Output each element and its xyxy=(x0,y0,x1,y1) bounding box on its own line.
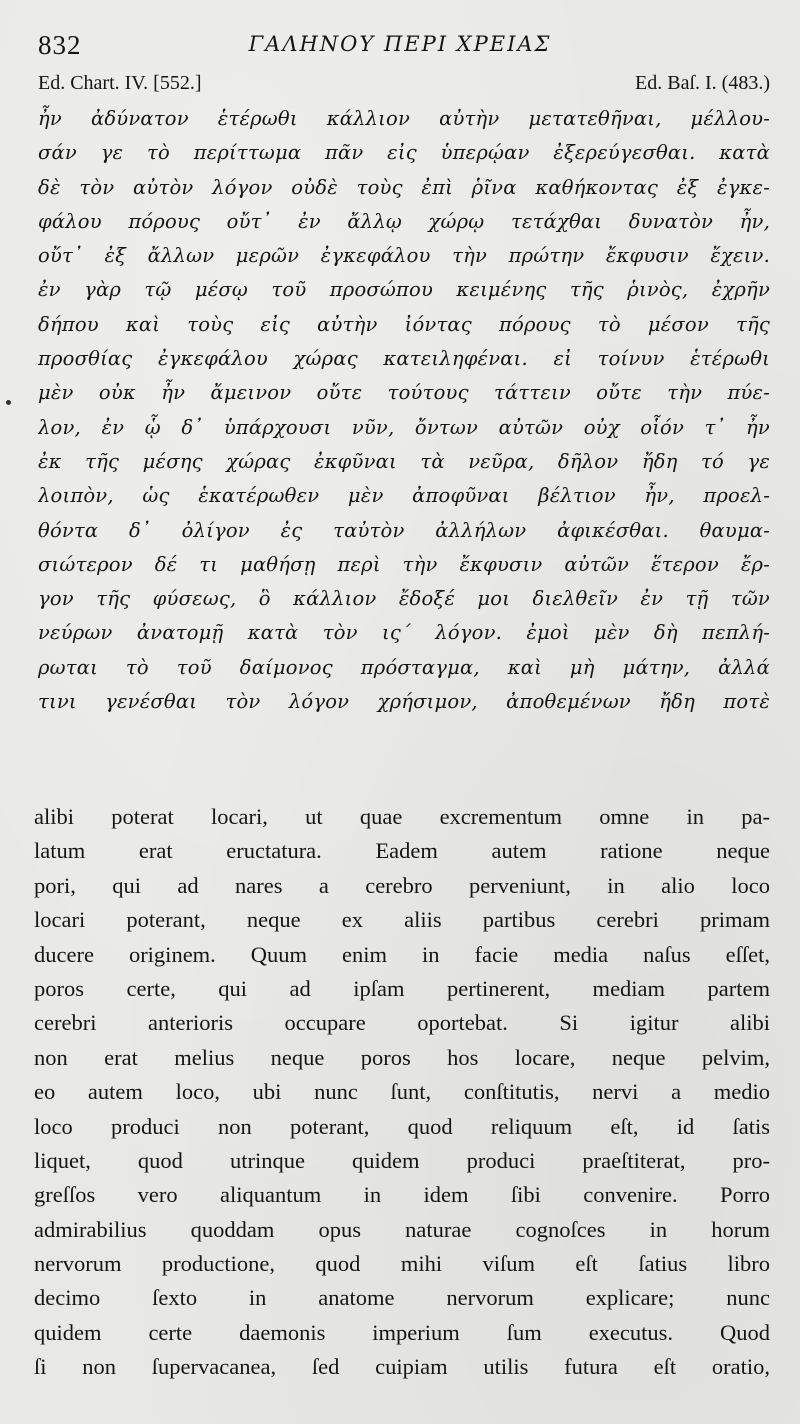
greek-line: ἐκ τῆς μέσης χώρας ἐκφῦναι τὰ νεῦρα, δῆλον ἤδη τό γε xyxy=(38,449,770,473)
latin-line: decimo ſexto in anatome nervorum explicare; nunc xyxy=(34,1285,770,1311)
greek-line: νεύρων ἀνατομῇ κατὰ τὸν ις´ λόγον. ἐμοὶ μὲν δὴ πεπλή- xyxy=(38,621,770,645)
latin-line: loco produci non poterant, quod reliquum eſt, id ſatis xyxy=(34,1113,770,1139)
greek-line: δήπου καὶ τοὺς εἰς αὐτὴν ἰόντας πόρους τὸ μέσον τῆς xyxy=(38,312,770,336)
greek-line: οὔτ᾿ ἐξ ἄλλων μερῶν ἐγκεφάλου τὴν πρώτην ἔκφυσιν ἔχειν. xyxy=(38,244,770,268)
latin-line: quidem certe daemonis imperium ſum executus. Quod xyxy=(34,1319,770,1345)
latin-line: non erat melius neque poros hos locare, neque pelvim, xyxy=(34,1044,770,1070)
greek-line: ρωται τὸ τοῦ δαίμονος πρόσταγμα, καὶ μὴ μάτην, ἀλλά xyxy=(38,655,770,679)
latin-line: eo autem loco, ubi nunc ſunt, conſtitutis, nervi a medio xyxy=(34,1079,770,1105)
latin-line: cerebri anterioris occupare oportebat. Si igitur alibi xyxy=(34,1010,770,1036)
greek-line: ἐν γὰρ τῷ μέσῳ τοῦ προσώπου κειμένης τῆς ῥινὸς, ἐχρῆν xyxy=(38,278,770,302)
edition-reference-left: Ed. Chart. IV. [552.] xyxy=(38,72,202,94)
latin-line: ſi non ſupervacanea, ſed cuipiam utilis futura eſt oratio, xyxy=(34,1354,770,1380)
greek-line: φάλου πόρους οὔτ᾿ ἐν ἄλλῳ χώρῳ τετάχθαι δυνατὸν ἦν, xyxy=(38,209,770,233)
greek-line: λον, ἐν ᾧ δ᾿ ὑπάρχουσι νῦν, ὄντων αὐτῶν οὐχ οἷόν τ᾿ ἦν xyxy=(38,415,770,439)
latin-line: greſſos vero aliquantum in idem ſibi convenire. Porro xyxy=(34,1182,770,1208)
greek-line: δὲ τὸν αὐτὸν λόγον οὐδὲ τοὺς ἐπὶ ῥῖνα καθήκοντας ἐξ ἐγκε- xyxy=(38,175,770,199)
page-header xyxy=(36,28,764,62)
greek-line: μὲν οὐκ ἦν ἄμεινον οὔτε τούτους τάττειν οὔτε τὴν πύε- xyxy=(38,381,770,405)
latin-line: alibi poterat locari, ut quae excrementum omne in pa- xyxy=(34,804,770,829)
margin-mark xyxy=(6,400,11,405)
page-number: 832 xyxy=(38,30,82,60)
running-title: ΓΑΛΗΝΟΥ ΠΕΡΙ ΧΡΕΙΑΣ xyxy=(248,32,552,56)
greek-line: σιώτερον δέ τι μαθήσῃ περὶ τὴν ἔκφυσιν αὐτῶν ἕτερον ἔρ- xyxy=(38,552,770,576)
greek-line: προσθίας ἐγκεφάλου χώρας κατειληφέναι. εἰ τοίνυν ἑτέρωθι xyxy=(38,347,770,371)
greek-line: γον τῆς φύσεως, ὃ κάλλιον ἔδοξέ μοι διελθεῖν ἐν τῇ τῶν xyxy=(38,587,770,611)
latin-line: latum erat eructatura. Eadem autem ratione neque xyxy=(34,838,770,864)
greek-line: τινι γενέσθαι τὸν λόγον χρήσιμον, ἀποθεμένων ἤδη ποτὲ xyxy=(38,690,770,714)
greek-line: ἦν ἀδύνατον ἑτέρωθι κάλλιον αὐτὴν μετατεθῆναι, μέλλου- xyxy=(38,107,770,130)
greek-line: λοιπὸν, ὡς ἑκατέρωθεν μὲν ἀποφῦναι βέλτιον ἦν, προελ- xyxy=(38,484,770,508)
latin-line: pori, qui ad nares a cerebro perveniunt, in alio loco xyxy=(34,872,770,898)
latin-line: nervorum productione, quod mihi viſum eſt ſatius libro xyxy=(34,1251,770,1277)
greek-line: σάν γε τὸ περίττωμα πᾶν εἰς ὑπερῴαν ἐξερεύγεσθαι. κατὰ xyxy=(38,141,770,165)
latin-line: ducere originem. Quum enim in facie media naſus eſſet, xyxy=(34,941,770,967)
edition-reference-right: Ed. Baſ. I. (483.) xyxy=(635,72,770,94)
latin-line: admirabilius quoddam opus naturae cognoſces in horum xyxy=(34,1216,770,1242)
latin-text-block xyxy=(34,800,770,1385)
greek-line: θόντα δ᾿ ὀλίγον ἐς ταὐτὸν ἀλλήλων ἀφικέσθαι. θαυμα- xyxy=(38,518,770,542)
latin-line: poros certe, qui ad ipſam pertinerent, mediam partem xyxy=(34,975,770,1001)
edition-reference-line xyxy=(38,72,770,104)
greek-text-block xyxy=(38,102,770,719)
latin-line: liquet, quod utrinque quidem produci praeſtiterat, pro- xyxy=(34,1147,770,1173)
latin-line: locari poterant, neque ex aliis partibus cerebri primam xyxy=(34,907,770,933)
